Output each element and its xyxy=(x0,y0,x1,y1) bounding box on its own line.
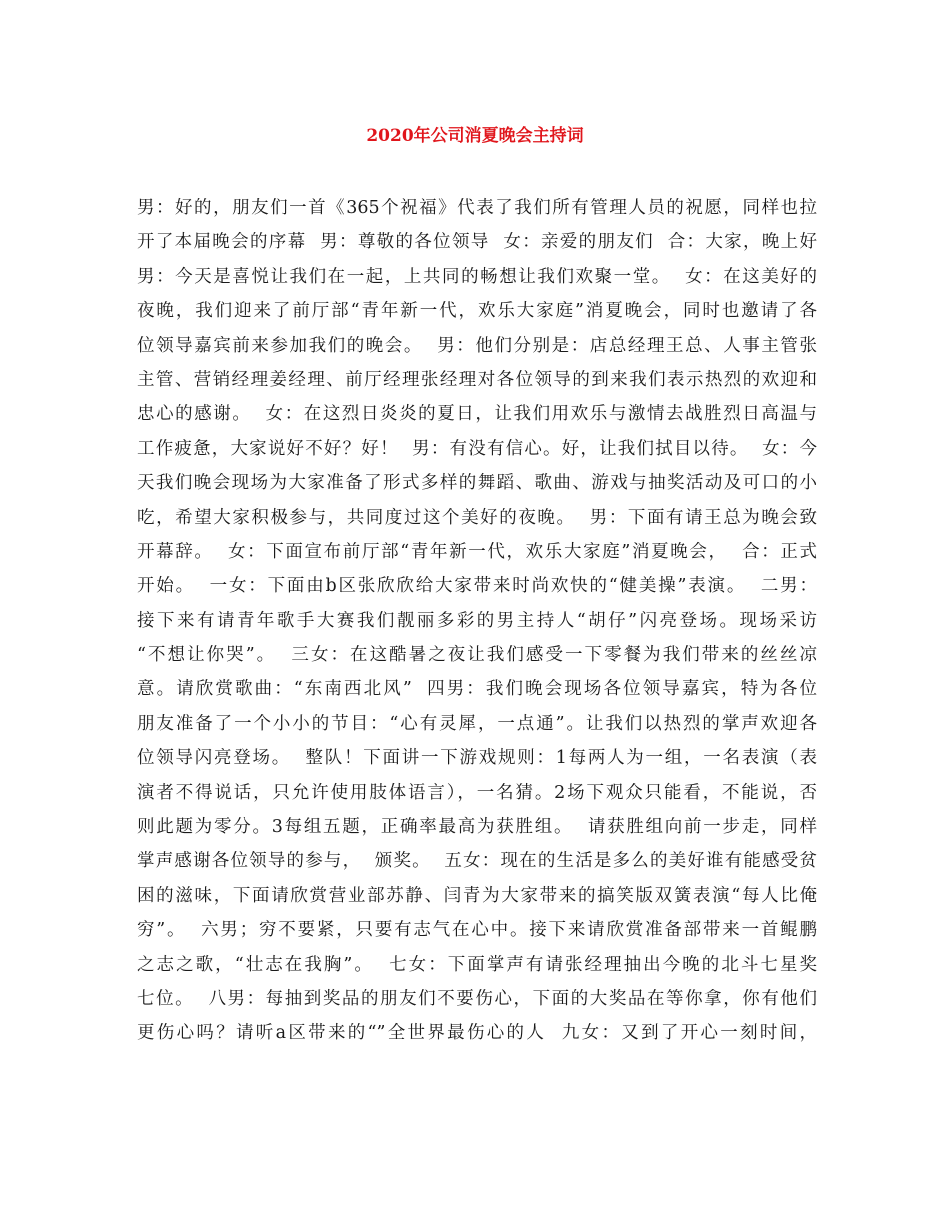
document-body xyxy=(137,191,817,1051)
body-line: 吃，希望大家积极参与，共同度过这个美好的夜晚。 男：下面有请王总为晚会致 xyxy=(137,507,817,528)
body-line: 夜晚，我们迎来了前厅部“青年新一代，欢乐大家庭”消夏晚会，同时也邀请了各 xyxy=(137,301,817,322)
body-line: 穷”。 六男；穷不要紧，只要有志气在心中。接下来请欣赏准备部带来一首鲲鹏 xyxy=(137,920,817,941)
body-line: 天我们晚会现场为大家准备了形式多样的舞蹈、歌曲、游戏与抽奖活动及可口的小 xyxy=(137,473,817,494)
body-line: 接下来有请青年歌手大赛我们靓丽多彩的男主持人“胡仔”闪亮登场。现场采访 xyxy=(137,610,817,631)
body-line: 开了本届晚会的序幕 男：尊敬的各位领导 女：亲爱的朋友们 合：大家，晚上好 xyxy=(137,232,817,253)
body-line: 演者不得说话，只允许使用肢体语言），一名猜。2场下观众只能看，不能说，否 xyxy=(137,782,817,803)
body-line: 意。请欣赏歌曲：“东南西北风” 四男：我们晚会现场各位领导嘉宾，特为各位 xyxy=(137,679,817,700)
body-line: 更伤心吗？请听a区带来的“”全世界最伤心的人 九女：又到了开心一刻时间， xyxy=(137,1023,817,1044)
body-line: 开幕辞。 女：下面宣布前厅部“青年新一代，欢乐大家庭”消夏晚会， 合：正式 xyxy=(137,541,817,562)
body-line: 开始。 一女：下面由b区张欣欣给大家带来时尚欢快的“健美操”表演。 二男： xyxy=(137,576,817,597)
body-line: “不想让你哭”。 三女：在这酷暑之夜让我们感受一下零餐为我们带来的丝丝凉 xyxy=(137,645,817,666)
body-line: 掌声感谢各位领导的参与， 颁奖。 五女：现在的生活是多么的美好谁有能感受贫 xyxy=(137,851,817,872)
body-line: 七位。 八男：每抽到奖品的朋友们不要伤心，下面的大奖品在等你拿，你有他们 xyxy=(137,988,817,1009)
body-line: 主管、营销经理姜经理、前厅经理张经理对各位领导的到来我们表示热烈的欢迎和 xyxy=(137,369,817,390)
body-line: 工作疲惫，大家说好不好？好！ 男：有没有信心。好，让我们拭目以待。 女：今 xyxy=(137,438,817,459)
body-line: 男：好的，朋友们一首《365个祝福》代表了我们所有管理人员的祝愿，同样也拉 xyxy=(137,198,817,218)
body-line: 则此题为零分。3每组五题，正确率最高为获胜组。 请获胜组向前一步走，同样 xyxy=(137,817,817,838)
body-line: 男：今天是喜悦让我们在一起，上共同的畅想让我们欢聚一堂。 女：在这美好的 xyxy=(137,266,817,287)
body-line: 困的滋味，下面请欣赏营业部苏静、闫青为大家带来的搞笑版双簧表演“每人比俺 xyxy=(137,885,817,906)
body-line: 之志之歌，“壮志在我胸”。 七女：下面掌声有请张经理抽出今晚的北斗七星奖 xyxy=(137,954,817,975)
body-line: 位领导闪亮登场。 整队！下面讲一下游戏规则：1每两人为一组，一名表演（表 xyxy=(137,748,817,769)
body-line: 位领导嘉宾前来参加我们的晚会。 男：他们分别是：店总经理王总、人事主管张 xyxy=(137,335,817,356)
body-line: 忠心的感谢。 女：在这烈日炎炎的夏日，让我们用欢乐与激情去战胜烈日高温与 xyxy=(137,404,817,425)
document-title: 2020年公司消夏晚会主持词 xyxy=(366,126,584,146)
body-line: 朋友准备了一个小小的节目：“心有灵犀，一点通”。让我们以热烈的掌声欢迎各 xyxy=(137,713,817,734)
